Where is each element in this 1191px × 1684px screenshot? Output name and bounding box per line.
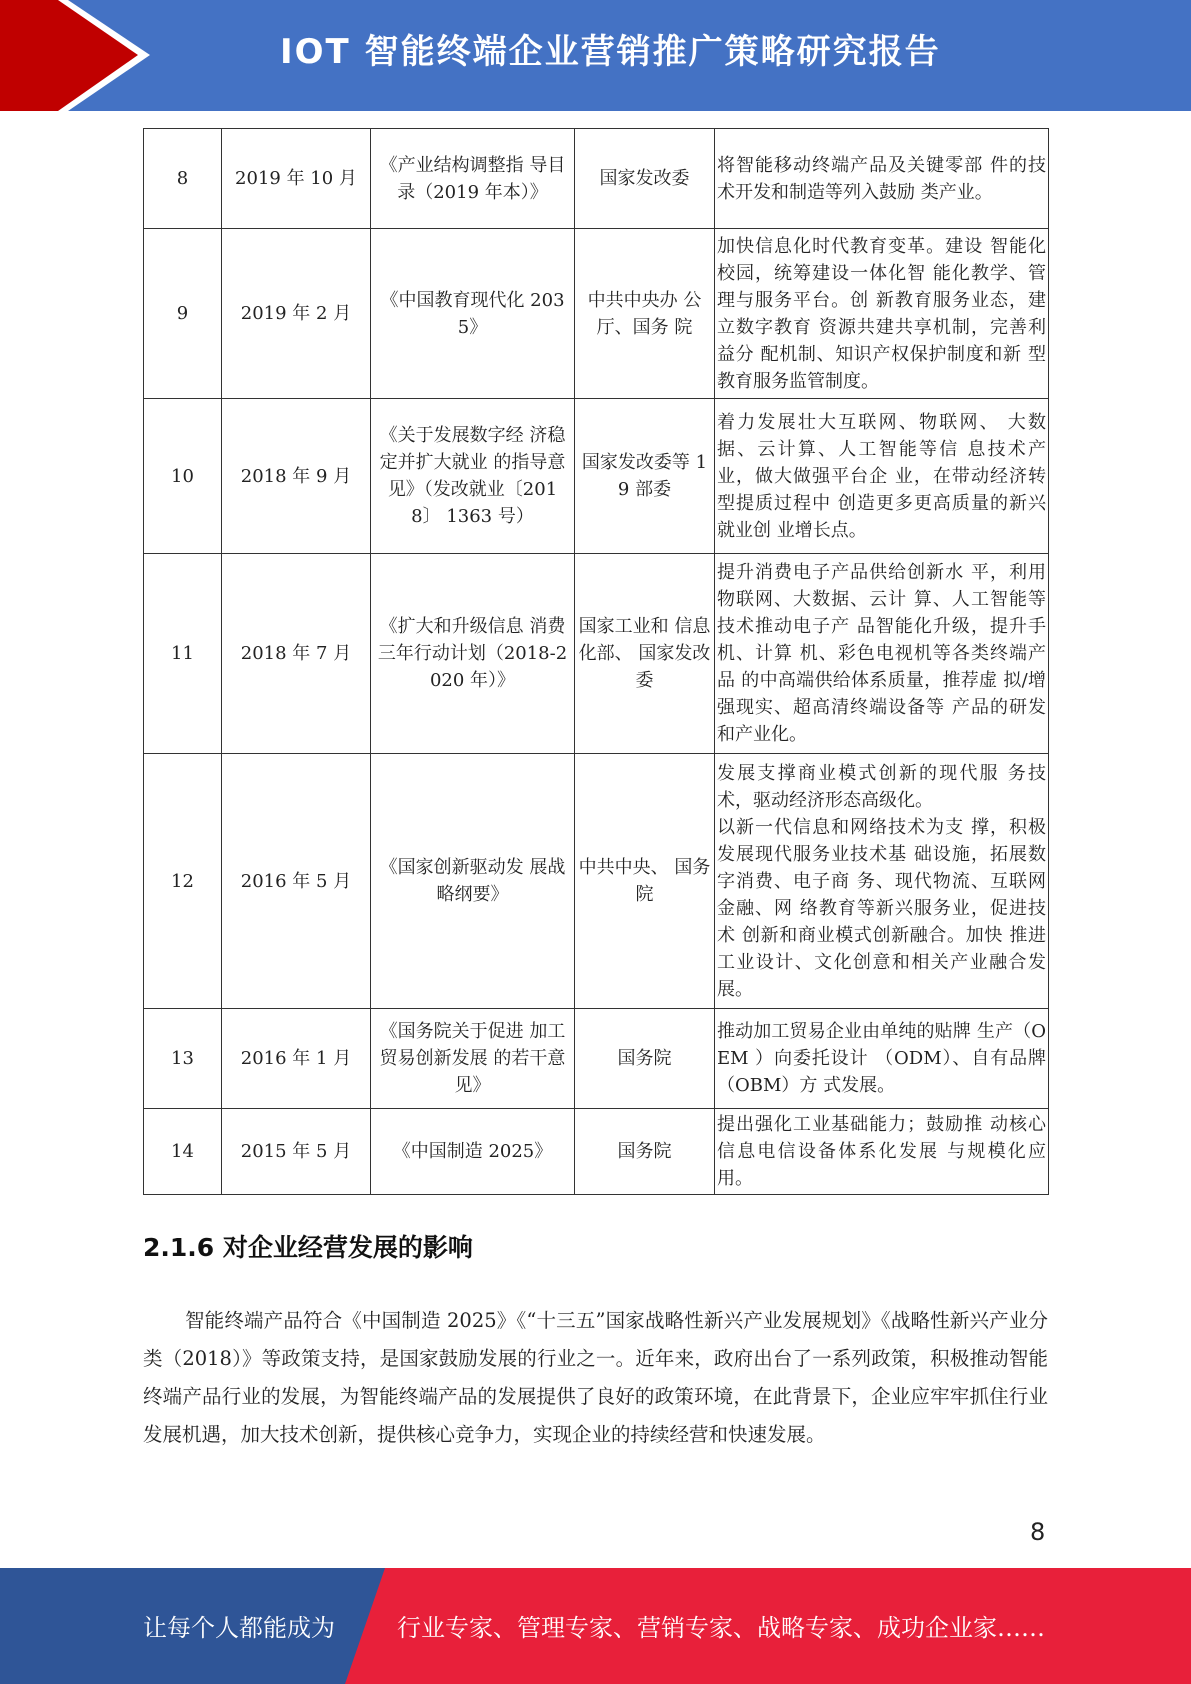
header-arrow-decoration [0,0,160,111]
table-row [144,129,1049,229]
cell-date: 2019 年 2 月 [222,229,371,399]
cell-policy-name: 《关于发展数字经 济稳定并扩大就业 的指导意见》（发改就业〔2018〕 1363 号） [371,399,575,554]
cell-number: 12 [144,754,222,1009]
cell-policy-name: 《扩大和升级信息 消费三年行动计划（2018-2020 年）》 [371,554,575,754]
table-row [144,1009,1049,1109]
cell-date: 2016 年 1 月 [222,1009,371,1109]
content-paragraph: 加快信息化时代教育变革。建设 智能化校园，统筹建设一体化智 能化教学、管理与服务平台。创 新教育服务业态，建立数字教育 资源共建共享机制，完善利益分 配机制、知识产权保护制度和新 型教育服务监管制度。 [717,235,1046,392]
content-paragraph: 以新一代信息和网络技术为支 撑，积极发展现代服务业技术基 础设施，拓展数字消费、电子商 务、现代物流、互联网金融、网 络教育等新兴服务业，促进技术 创新和商业模式创新融合。加快 推进工业设计、文化创意和相关产业融合发展。 [717,816,1046,1000]
table-row [144,229,1049,399]
cell-number: 9 [144,229,222,399]
content-paragraph: 发展支撑商业模式创新的现代服 务技术，驱动经济形态高级化。 [717,762,1046,811]
footer-slogan-left: 让每个人都能成为 [143,1614,335,1642]
cell-issuer: 国务院 [575,1109,715,1195]
table-row [144,1109,1049,1195]
cell-number: 8 [144,129,222,229]
cell-issuer: 国务院 [575,1009,715,1109]
content-paragraph: 推动加工贸易企业由单纯的贴牌 生产（OEM ）向委托设计 （ODM）、自有品牌（OBM）方 式发展。 [717,1021,1046,1096]
section-paragraph: 智能终端产品符合《中国制造 2025》《“十三五”国家战略性新兴产业发展规划》《战略性新兴产业分类（2018）》等政策支持，是国家鼓励发展的行业之一。近年来，政府出台了一系列政策，积极推动智能终端产品行业的发展，为智能终端产品的发展提供了良好的政策环境，在此背景下，企业应牢牢抓住行业发展机遇，加大技术创新，提供核心竞争力，实现企业的持续经营和快速发展。 [143,1309,1048,1446]
cell-date: 2015 年 5 月 [222,1109,371,1195]
section-heading: 2.1.6 对企业经营发展的影响 [143,1233,473,1262]
content-paragraph: 着力发展壮大互联网、物联网、 大数据、云计算、人工智能等信 息技术产业，做大做强平台企 业，在带动经济转型提质过程中 创造更多更高质量的新兴就业创 业增长点。 [717,411,1046,541]
cell-content [715,754,1049,1009]
cell-date: 2018 年 7 月 [222,554,371,754]
cell-issuer: 中共中央、 国务院 [575,754,715,1009]
page-footer [0,1568,1191,1684]
cell-content [715,129,1049,229]
table-row [144,399,1049,554]
report-title: IOT 智能终端企业营销推广策略研究报告 [280,32,941,72]
cell-issuer: 国家工业和 信息化部、 国家发改委 [575,554,715,754]
cell-policy-name: 《中国教育现代化 2035》 [371,229,575,399]
cell-number: 10 [144,399,222,554]
cell-date: 2018 年 9 月 [222,399,371,554]
cell-policy-name: 《国家创新驱动发 展战略纲要》 [371,754,575,1009]
cell-date: 2019 年 10 月 [222,129,371,229]
table-row [144,554,1049,754]
cell-policy-name: 《国务院关于促进 加工贸易创新发展 的若干意见》 [371,1009,575,1109]
cell-date: 2016 年 5 月 [222,754,371,1009]
cell-number: 14 [144,1109,222,1195]
cell-content [715,229,1049,399]
cell-issuer: 国家发改委 [575,129,715,229]
cell-content [715,1009,1049,1109]
cell-policy-name: 《中国制造 2025》 [371,1109,575,1195]
cell-content [715,554,1049,754]
cell-content [715,1109,1049,1195]
cell-number: 11 [144,554,222,754]
footer-slogan-right: 行业专家、管理专家、营销专家、战略专家、成功企业家…… [397,1614,1045,1642]
content-paragraph: 将智能移动终端产品及关键零部 件的技术开发和制造等列入鼓励 类产业。 [717,154,1046,203]
content-paragraph: 提出强化工业基础能力；鼓励推 动核心信息电信设备体系化发展 与规模化应用。 [717,1114,1046,1189]
page-header [0,0,1191,111]
table-row [144,754,1049,1009]
cell-issuer: 中共中央办 公厅、国务 院 [575,229,715,399]
cell-policy-name: 《产业结构调整指 导目录（2019 年本）》 [371,129,575,229]
content-paragraph: 提升消费电子产品供给创新水 平，利用物联网、大数据、云计 算、人工智能等技术推动电子产 品智能化升级，提升手机、计算 机、彩色电视机等各类终端产品 的中高端供给体系质量，推荐虚 拟/增强现实、超高清终端设备等 产品的研发和产业化。 [717,562,1046,745]
cell-issuer: 国家发改委等 19 部委 [575,399,715,554]
cell-number: 13 [144,1009,222,1109]
policy-table-body [144,129,1049,1195]
policy-table [143,128,1049,1195]
cell-content [715,399,1049,554]
page-number: 8 [1030,1518,1046,1546]
